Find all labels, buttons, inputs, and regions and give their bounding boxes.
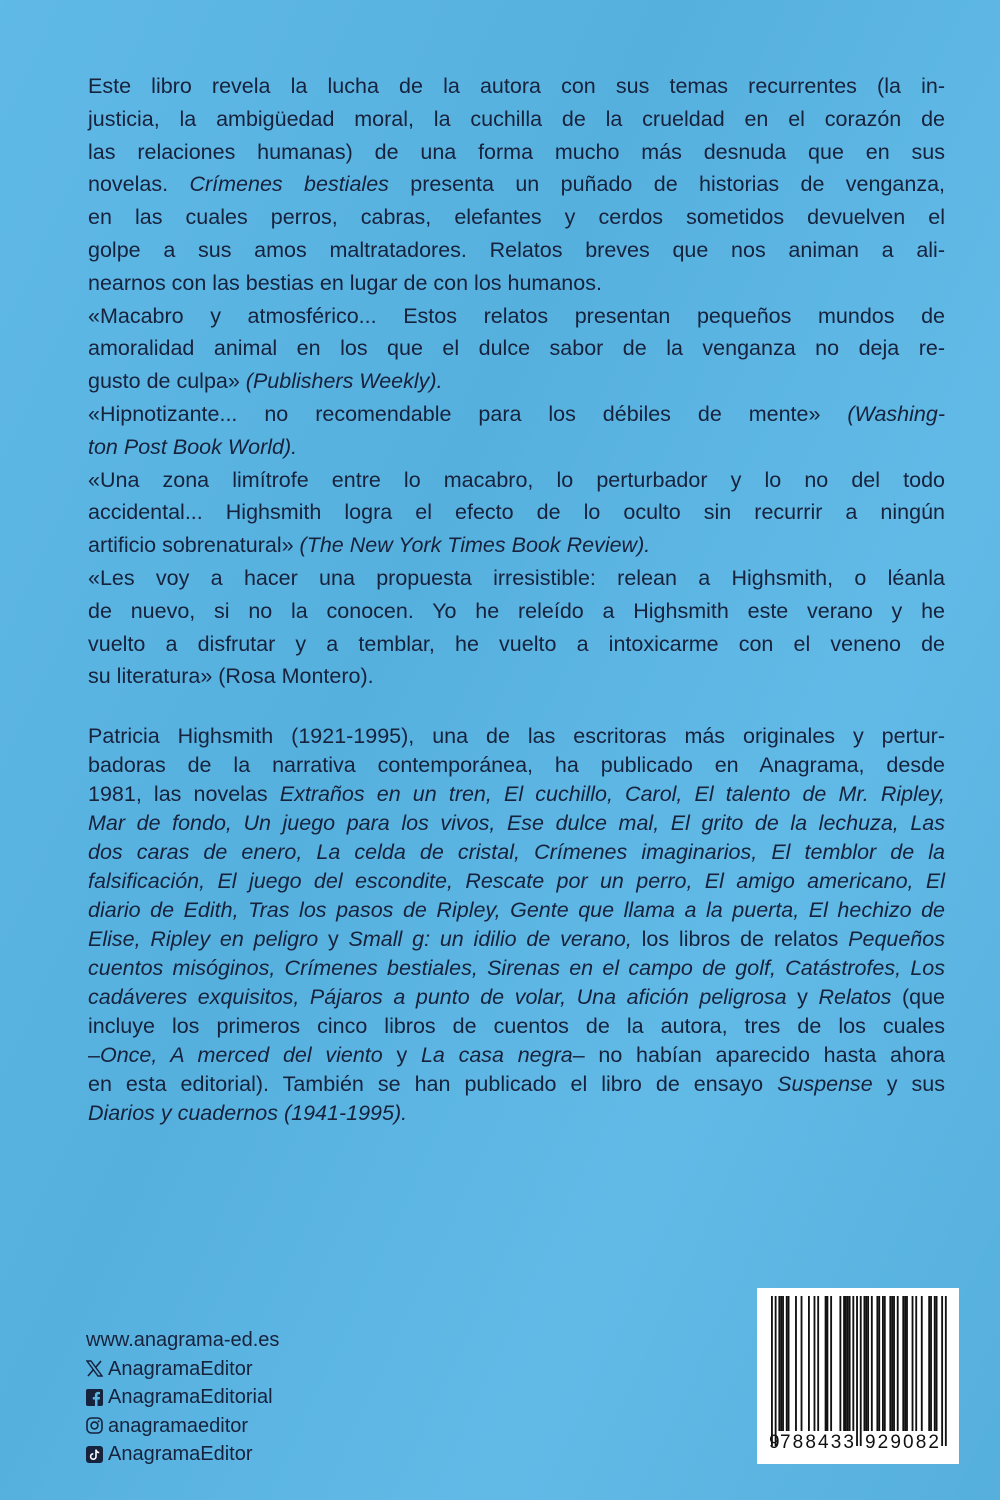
barcode-bar	[945, 1296, 947, 1446]
italic-title: Once, A merced del viento	[99, 1043, 383, 1067]
text-line	[88, 365, 945, 398]
text-segment: «Una zona limítrofe entre lo macabro, lo perturbador y lo no del todo	[88, 467, 945, 492]
barcode-bar	[876, 1296, 878, 1431]
barcode-bar	[771, 1296, 773, 1446]
barcode-bar	[778, 1296, 780, 1431]
barcode-bar	[795, 1296, 797, 1431]
barcode-bar	[801, 1296, 803, 1431]
text-segment: y	[786, 985, 819, 1009]
italic-title: Diarios y cuadernos (1941-1995).	[88, 1101, 408, 1125]
x-icon	[86, 1360, 103, 1377]
italic-title: Elise, Ripley en peligro	[88, 927, 319, 951]
text-segment: Patricia Highsmith (1921-1995), una de las escritoras más originales y pertur-	[88, 724, 945, 748]
italic-title: Extraños en un tren, El cuchillo, Carol, El talento de Mr. Ripley,	[279, 782, 945, 806]
barcode-bar	[904, 1296, 906, 1431]
barcode-bar	[817, 1296, 819, 1431]
barcode-bar	[884, 1296, 886, 1431]
barcode-bar	[864, 1296, 866, 1431]
text-line	[88, 983, 945, 1012]
text-segment: novelas.	[88, 172, 190, 197]
text-segment: amoralidad animal en los que el dulce sabor de la venganza no deja re-	[88, 336, 945, 361]
barcode-bar	[847, 1296, 849, 1431]
text-line	[88, 1070, 945, 1099]
text-segment: su literatura» (Rosa Montero).	[88, 664, 374, 689]
text-segment: y sus	[872, 1072, 945, 1096]
text-segment: artificio sobrenatural»	[88, 533, 300, 558]
italic-title: Crímenes bestiales	[189, 172, 389, 197]
barcode-bar	[814, 1296, 816, 1431]
barcode-left-digits: 788433	[780, 1432, 854, 1453]
facebook-icon	[86, 1389, 103, 1406]
barcode-bar	[845, 1296, 847, 1431]
italic-title: La casa negra	[420, 1043, 573, 1067]
barcode-bar	[934, 1296, 936, 1431]
barcode-bar	[839, 1296, 841, 1431]
italic-title: dos caras de enero, La celda de cristal, Crímenes imaginarios, El temblor de la	[88, 840, 945, 864]
text-line	[88, 464, 945, 497]
publisher-links	[86, 1326, 279, 1469]
barcode-bar	[808, 1296, 810, 1431]
text-line	[88, 70, 945, 103]
text-line	[88, 595, 945, 628]
text-line	[88, 867, 945, 896]
italic-title: Pequeños	[848, 927, 945, 951]
italic-title: falsificación, El juego del escondite, Rescate por un perro, El amigo americano, El	[88, 869, 945, 893]
text-segment: y	[318, 927, 349, 951]
text-segment: las relaciones humanas) de una forma mucho más desnuda que en sus	[88, 139, 945, 164]
text-segment: (que	[891, 985, 945, 1009]
barcode-bar	[843, 1296, 845, 1431]
text-line	[88, 431, 945, 464]
barcode-bar	[788, 1296, 790, 1431]
barcode-bar	[936, 1296, 938, 1431]
barcode-bar	[867, 1296, 869, 1431]
text-line	[88, 722, 945, 751]
text-line	[88, 1041, 945, 1070]
barcode-bar	[941, 1296, 943, 1446]
text-segment: en esta editorial). También se han publicado el libro de ensayo	[88, 1072, 778, 1096]
social-tiktok[interactable]	[86, 1440, 279, 1469]
text-line	[88, 103, 945, 136]
barcode-bar	[871, 1296, 873, 1431]
barcode-bar	[782, 1296, 784, 1431]
social-x[interactable]	[86, 1355, 279, 1384]
social-instagram[interactable]	[86, 1412, 279, 1441]
isbn-barcode	[757, 1288, 959, 1464]
text-segment: nearnos con las bestias en lugar de con los humanos.	[88, 270, 602, 295]
barcode-bar	[856, 1296, 858, 1446]
text-segment: los libros de relatos	[631, 927, 849, 951]
text-segment: accidental... Highsmith logra el efecto de lo oculto sin recurrir a ningún	[88, 500, 945, 525]
text-segment: 1981, las novelas	[88, 782, 280, 806]
instagram-icon	[86, 1417, 103, 1434]
italic-title: (Publishers Weekly).	[245, 369, 443, 394]
barcode-bar	[849, 1296, 851, 1431]
italic-title: (Washing-	[847, 401, 945, 426]
italic-title: cuentos misóginos, Crímenes bestiales, Sirenas en el campo de golf, Catástrofes, Los	[88, 956, 945, 980]
text-line	[88, 267, 945, 300]
text-line	[88, 529, 945, 562]
text-segment: golpe a sus amos maltratadores. Relatos breves que nos animan a ali-	[88, 237, 945, 262]
text-line	[88, 562, 945, 595]
barcode-bar	[780, 1296, 782, 1431]
barcode-bar	[891, 1296, 893, 1431]
text-line	[88, 496, 945, 529]
text-segment: y	[382, 1043, 421, 1067]
text-segment: badoras de la narrativa contemporánea, ha publicado en Anagrama, desde	[88, 753, 945, 777]
website-url[interactable]: www.anagrama-ed.es	[86, 1329, 280, 1351]
barcode-bar	[893, 1296, 895, 1431]
italic-title: Suspense	[777, 1072, 873, 1096]
italic-title: cadáveres exquisitos, Pájaros a punto de volar, Una afición peligrosa	[88, 985, 787, 1009]
text-line	[88, 136, 945, 169]
italic-title: Mar de fondo, Un juego para los vivos, Ese dulce mal, El grito de la lechuza, Las	[88, 811, 945, 835]
italic-title: (The New York Times Book Review).	[299, 533, 651, 558]
barcode-bar	[915, 1296, 917, 1431]
barcode-bar	[865, 1296, 867, 1431]
italic-title: Small g: un idilio de verano,	[348, 927, 632, 951]
text-line	[88, 300, 945, 333]
text-segment: en las cuales perros, cabras, elefantes y cerdos sometidos devuelven el	[88, 205, 945, 230]
text-segment: «Les voy a hacer una propuesta irresistible: relean a Highsmith, o léanla	[88, 565, 945, 590]
barcode-bar	[928, 1296, 930, 1431]
tiktok-handle[interactable]: AnagramaEditor	[108, 1443, 253, 1465]
text-segment: justicia, la ambigüedad moral, la cuchilla de la crueldad en el corazón de	[88, 106, 945, 131]
barcode-bar	[902, 1296, 904, 1431]
text-line	[88, 1099, 945, 1128]
barcode-bar	[775, 1296, 777, 1446]
website-link[interactable]	[86, 1326, 279, 1355]
text-line	[88, 925, 945, 954]
barcode-bar	[830, 1296, 832, 1431]
text-segment: gusto de culpa»	[88, 369, 246, 394]
text-segment: Este libro revela la lucha de la autora con sus temas recurrentes (la in-	[88, 74, 945, 98]
text-line	[88, 838, 945, 867]
social-facebook[interactable]	[86, 1383, 279, 1412]
barcode-bar	[912, 1296, 914, 1431]
text-line	[88, 660, 945, 693]
x-handle[interactable]: AnagramaEditor	[108, 1357, 253, 1380]
barcode-bar	[860, 1296, 862, 1446]
text-line	[88, 168, 945, 201]
barcode-bar	[786, 1296, 788, 1431]
italic-title: Relatos	[818, 985, 892, 1009]
text-line	[88, 751, 945, 780]
barcode-bar	[825, 1296, 827, 1431]
text-line	[88, 780, 945, 809]
text-segment: «Hipnotizante... no recomendable para los débiles de mente»	[88, 401, 848, 426]
text-line	[88, 201, 945, 234]
text-line	[88, 628, 945, 661]
barcode-bar	[882, 1296, 884, 1431]
instagram-handle[interactable]: anagramaeditor	[108, 1414, 249, 1437]
facebook-handle[interactable]: AnagramaEditorial	[108, 1386, 273, 1408]
text-segment: incluye los primeros cinco libros de cuentos de la autora, tres de los cuales	[88, 1014, 945, 1038]
barcode-bar	[878, 1296, 880, 1431]
barcode-bar	[930, 1296, 932, 1431]
barcode-bar	[852, 1296, 854, 1431]
text-line	[88, 234, 945, 267]
barcode-bar	[897, 1296, 899, 1431]
text-segment: –	[88, 1043, 100, 1067]
author-bio	[88, 722, 945, 1128]
italic-title: diario de Edith, Tras los pasos de Ripley, Gente que llama a la puerta, El hechizo de	[88, 898, 945, 922]
text-line	[88, 954, 945, 983]
text-line	[88, 1012, 945, 1041]
text-segment: – no habían aparecido hasta ahora	[572, 1043, 945, 1067]
text-segment: vuelto a disfrutar y a temblar, he vuelto a intoxicarme con el veneno de	[88, 631, 945, 656]
text-segment: «Macabro y atmosférico... Estos relatos presentan pequeños mundos de	[88, 303, 945, 328]
barcode-bar	[827, 1296, 829, 1431]
barcode-bar	[921, 1296, 923, 1431]
barcode-bar	[889, 1296, 891, 1431]
barcode-right-digits: 929082	[865, 1432, 939, 1453]
barcode-bars	[771, 1296, 947, 1446]
text-line	[88, 332, 945, 365]
tiktok-icon	[86, 1446, 103, 1463]
barcode-bar	[906, 1296, 908, 1431]
text-segment: de nuevo, si no la conocen. Yo he releído a Highsmith este verano y he	[88, 598, 945, 623]
text-line	[88, 398, 945, 431]
book-blurb	[88, 70, 945, 693]
text-line	[88, 809, 945, 838]
text-line	[88, 896, 945, 925]
italic-title: ton Post Book World).	[88, 434, 298, 459]
text-segment: presenta un puñado de historias de venganza,	[388, 172, 945, 197]
barcode-first-digit: 9	[769, 1432, 780, 1453]
